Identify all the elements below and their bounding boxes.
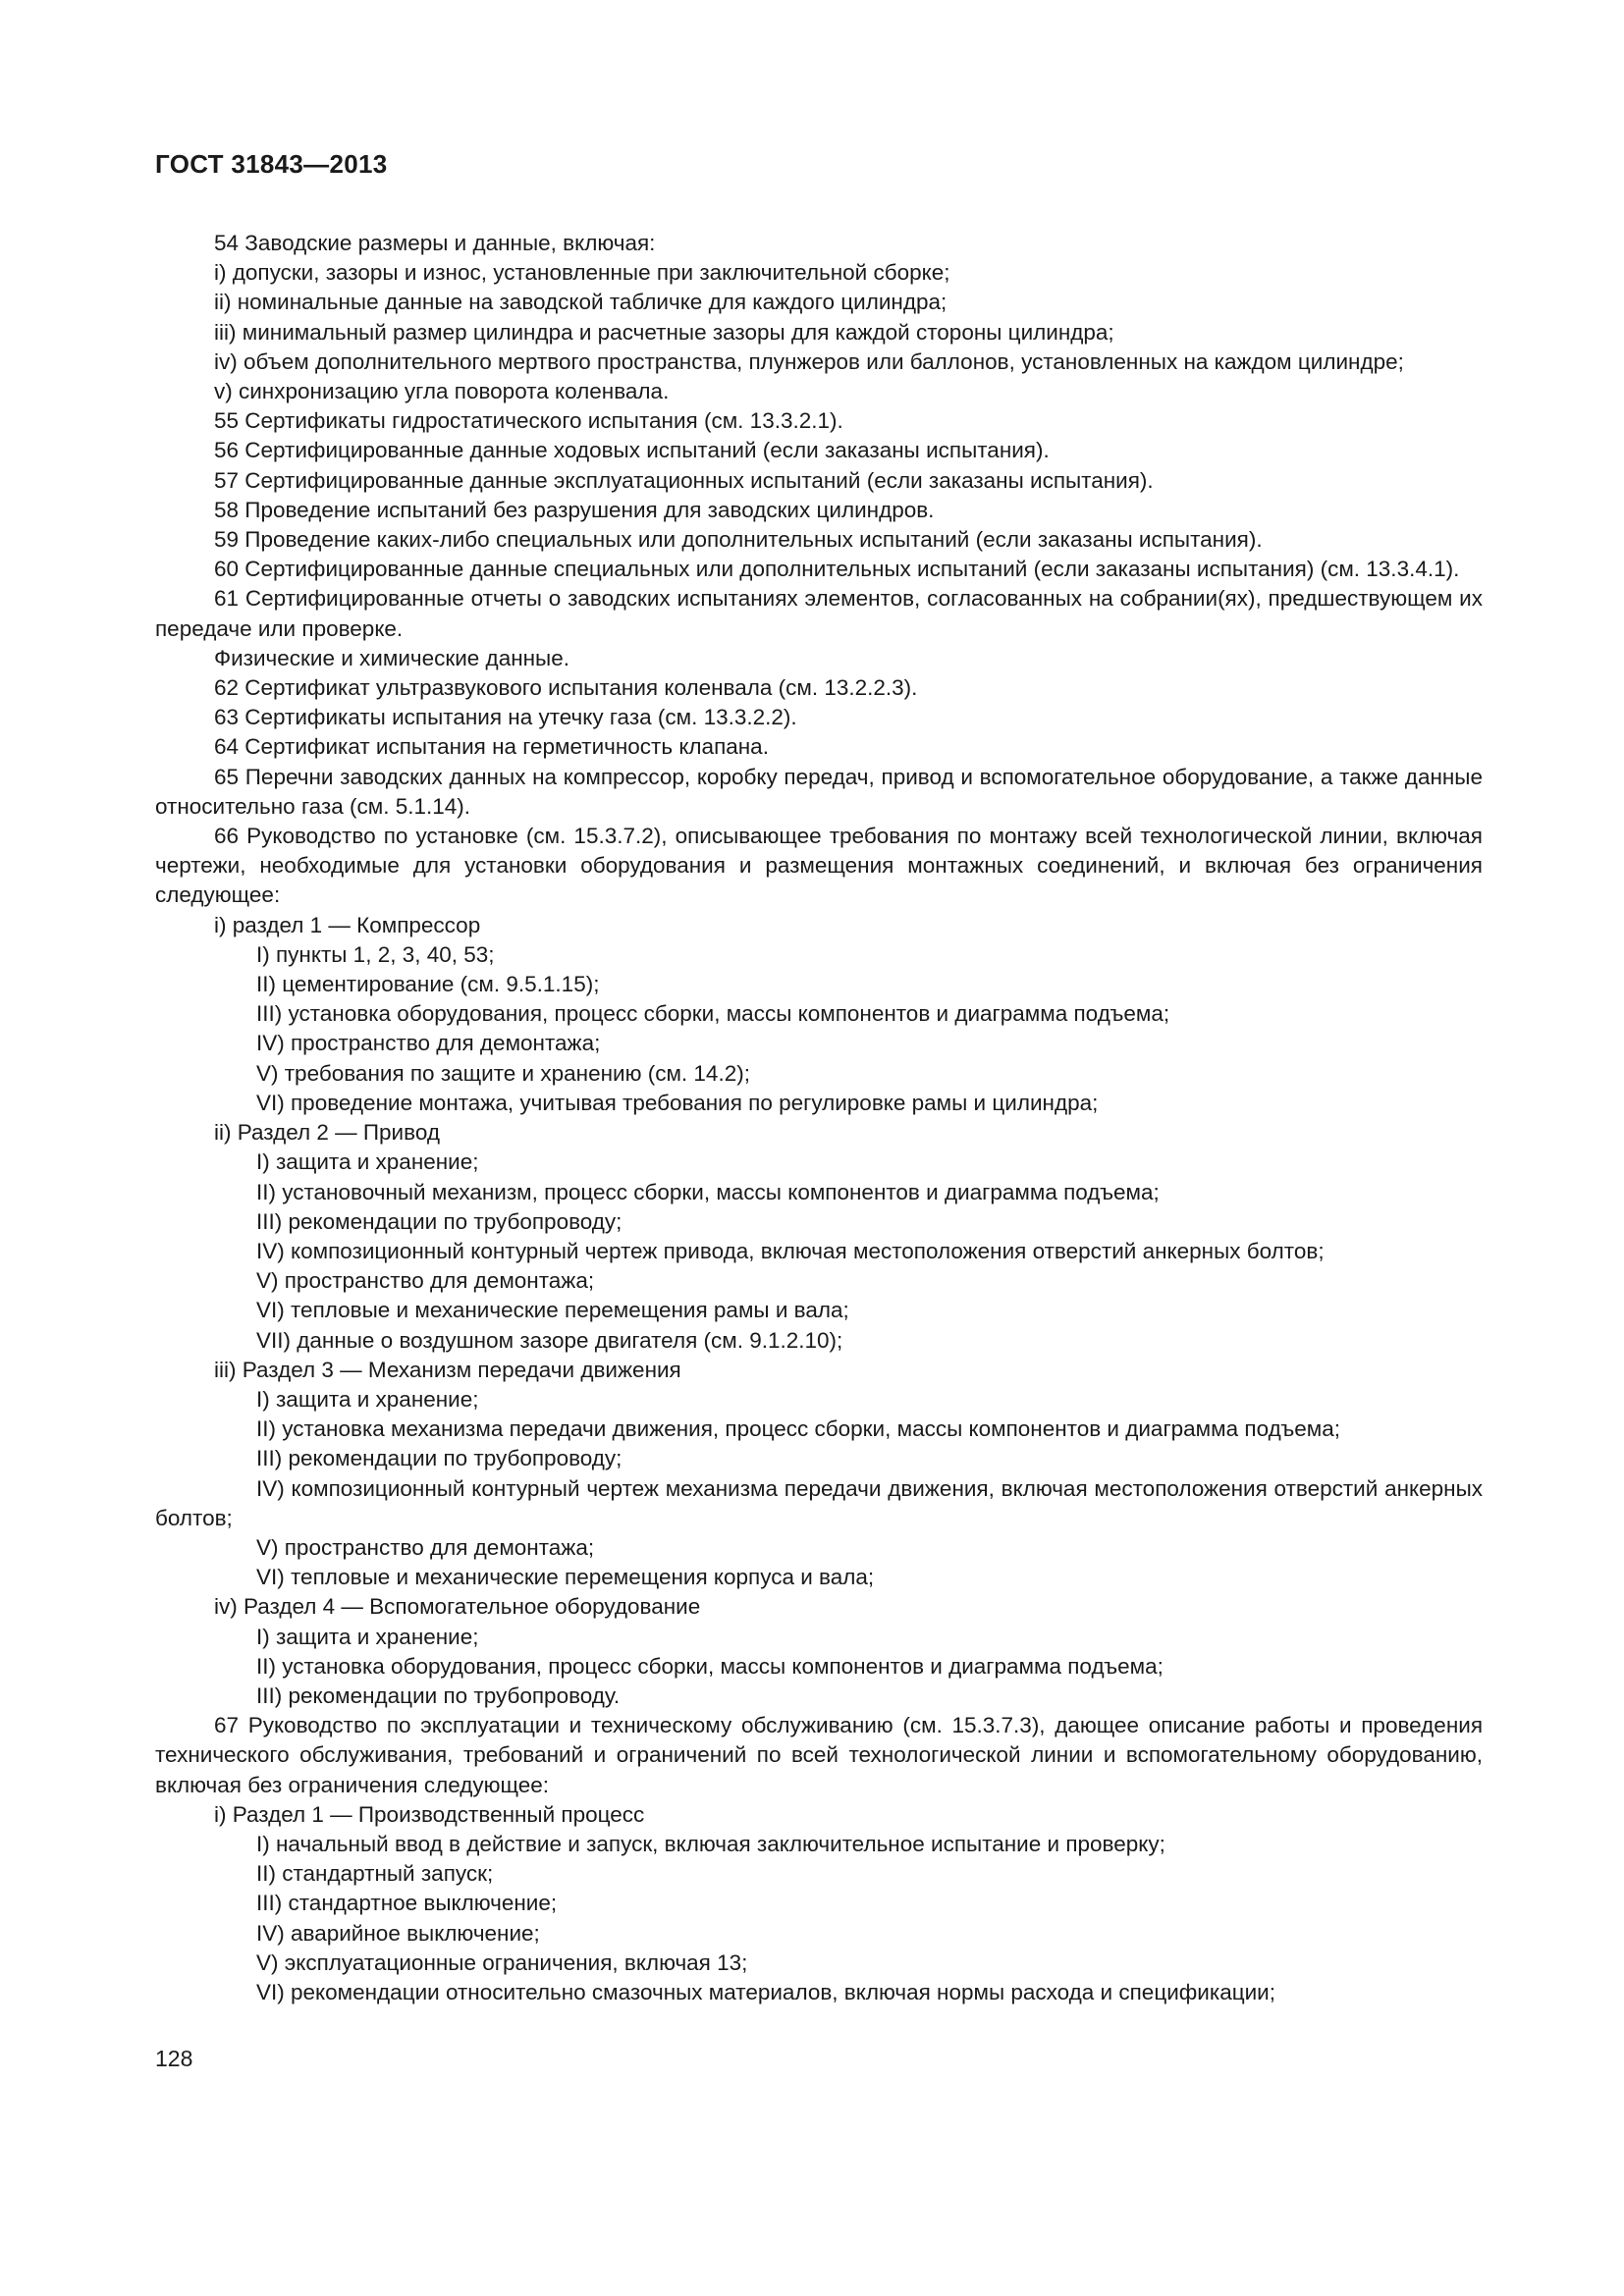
text-line: IV) композиционный контурный чертеж привода, включая местоположения отверстий анкерных болтов; <box>256 1238 1325 1263</box>
text-line: VI) тепловые и механические перемещения корпуса и вала; <box>256 1565 875 1590</box>
text-line: IV) пространство для демонтажа; <box>256 1031 601 1056</box>
text-line: iii) минимальный размер цилиндра и расчетные зазоры для каждой стороны цилиндра; <box>214 319 1114 345</box>
text-line: IV) композиционный контурный чертеж механизма передачи движения, включая местоположения отверстий анкерных болтов; <box>155 1475 1483 1530</box>
text-line: ii) Раздел 2 — Привод <box>214 1120 440 1146</box>
text-line: V) требования по защите и хранению (см. 14.2); <box>256 1060 750 1086</box>
text-line: VI) тепловые и механические перемещения рамы и вала; <box>256 1298 849 1323</box>
text-line: 60 Сертифицированные данные специальных или дополнительных испытаний (если заказаны испытания) (см. 13.3.4.1). <box>214 557 1460 582</box>
text-line: IV) аварийное выключение; <box>256 1920 540 1946</box>
text-line: ii) номинальные данные на заводской табличке для каждого цилиндра; <box>214 290 947 315</box>
text-line: 59 Проведение каких-либо специальных или дополнительных испытаний (если заказаны испытания). <box>214 527 1263 553</box>
text-line: 57 Сертифицированные данные эксплуатационных испытаний (если заказаны испытания). <box>214 467 1154 493</box>
text-line: VII) данные о воздушном зазоре двигателя (см. 9.1.2.10); <box>256 1327 843 1353</box>
text-line: I) защита и хранение; <box>256 1386 479 1412</box>
text-line: III) рекомендации по трубопроводу; <box>256 1446 623 1471</box>
text-line: V) пространство для демонтажа; <box>256 1268 595 1294</box>
text-line: II) стандартный запуск; <box>256 1861 494 1887</box>
text-line: VI) рекомендации относительно смазочных материалов, включая нормы расхода и спецификации; <box>256 1979 1275 2004</box>
text-line: 67 Руководство по эксплуатации и техническому обслуживанию (см. 15.3.7.3), дающее описание работы и проведения технического обслуживания, требований и ограничений по всей технологической линии и вспомогательному оборудованию, включая без ограничения следующее: <box>155 1713 1483 1797</box>
text-line: iv) Раздел 4 — Вспомогательное оборудование <box>214 1594 701 1620</box>
text-line: 63 Сертификаты испытания на утечку газа (см. 13.3.2.2). <box>214 705 797 730</box>
page-number: 128 <box>155 2046 193 2071</box>
text-line: II) установка оборудования, процесс сборки, массы компонентов и диаграмма подъема; <box>256 1653 1164 1679</box>
text-line: V) эксплуатационные ограничения, включая 13; <box>256 1949 748 1975</box>
text-line: III) рекомендации по трубопроводу; <box>256 1208 623 1234</box>
text-line: I) пункты 1, 2, 3, 40, 53; <box>256 941 495 967</box>
text-line: I) защита и хранение; <box>256 1149 479 1175</box>
text-line: III) установка оборудования, процесс сборки, массы компонентов и диаграмма подъема; <box>256 1001 1170 1027</box>
text-line: i) допуски, зазоры и износ, установленные при заключительной сборке; <box>214 260 950 286</box>
document-body <box>155 229 1483 2007</box>
text-line: 56 Сертифицированные данные ходовых испытаний (если заказаны испытания). <box>214 438 1050 463</box>
text-line: 61 Сертифицированные отчеты о заводских испытаниях элементов, согласованных на собрании(ях), предшествующем их передаче или проверке. <box>155 586 1483 641</box>
text-line: II) установка механизма передачи движения, процесс сборки, массы компонентов и диаграмма подъема; <box>256 1416 1341 1442</box>
text-line: 54 Заводские размеры и данные, включая: <box>214 231 656 255</box>
text-line: I) защита и хранение; <box>256 1624 479 1649</box>
text-line: 64 Сертификат испытания на герметичность клапана. <box>214 734 769 760</box>
text-line: 62 Сертификат ультразвукового испытания коленвала (см. 13.2.2.3). <box>214 675 918 701</box>
text-line: III) стандартное выключение; <box>256 1891 558 1916</box>
text-line: v) синхронизацию угла поворота коленвала. <box>214 379 670 404</box>
text-line: 58 Проведение испытаний без разрушения для заводских цилиндров. <box>214 497 935 522</box>
text-line: iii) Раздел 3 — Механизм передачи движения <box>214 1357 681 1382</box>
text-line: VI) проведение монтажа, учитывая требования по регулировке рамы и цилиндра; <box>256 1090 1099 1115</box>
text-line: II) установочный механизм, процесс сборки, массы компонентов и диаграмма подъема; <box>256 1179 1160 1204</box>
text-line: i) Раздел 1 — Производственный процесс <box>214 1801 645 1827</box>
text-line: 65 Перечни заводских данных на компрессор, коробку передач, привод и вспомогательное оборудование, а также данные относительно газа (см. 5.1.14). <box>155 764 1483 819</box>
text-line: 66 Руководство по установке (см. 15.3.7.2), описывающее требования по монтажу всей технологической линии, включая чертежи, необходимые для установки оборудования и размещения монтажных соединений, и включая без ограничения следующее: <box>155 824 1483 908</box>
text-line: I) начальный ввод в действие и запуск, включая заключительное испытание и проверку; <box>256 1831 1165 1856</box>
text-line: II) цементирование (см. 9.5.1.15); <box>256 972 600 997</box>
text-line: i) раздел 1 — Компрессор <box>214 912 481 937</box>
text-line: iv) объем дополнительного мертвого пространства, плунжеров или баллонов, установленных на каждом цилиндре; <box>214 348 1404 374</box>
document-header: ГОСТ 31843—2013 <box>155 149 388 179</box>
text-line: V) пространство для демонтажа; <box>256 1534 595 1560</box>
text-line: 55 Сертификаты гидростатического испытания (см. 13.3.2.1). <box>214 408 843 434</box>
text-line: III) рекомендации по трубопроводу. <box>256 1682 621 1708</box>
text-line: Физические и химические данные. <box>214 645 569 670</box>
